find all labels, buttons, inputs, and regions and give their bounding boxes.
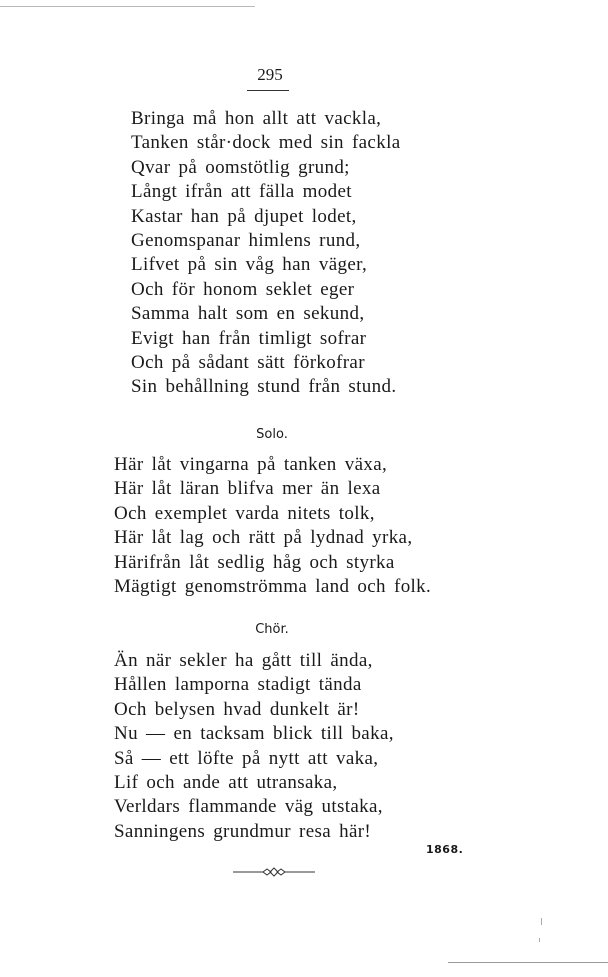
stanza-2 bbox=[114, 453, 431, 599]
scan-mark bbox=[539, 938, 540, 942]
verse-line: Genomspanar himlens rund, bbox=[131, 230, 361, 252]
verse-line: Kastar han på djupet lodet, bbox=[131, 205, 357, 227]
verse-line: Hållen lamporna stadigt tända bbox=[114, 674, 362, 696]
stanza-1 bbox=[131, 107, 400, 400]
verse-line: Sin behållning stund från stund. bbox=[131, 376, 397, 398]
verse-line: Bringa må hon allt att vackla, bbox=[131, 108, 382, 129]
verse-line: Qvar på oomstötlig grund; bbox=[131, 156, 350, 178]
section-heading-chor: Chör. bbox=[255, 622, 289, 637]
verse-line: Här låt lag och rätt på lydnad yrka, bbox=[114, 527, 413, 549]
verse-line: Evigt han från timligt sofrar bbox=[131, 327, 367, 349]
verse-line: Lifvet på sin våg han väger, bbox=[131, 254, 368, 276]
page-number: 295 bbox=[257, 65, 283, 84]
scan-edge-bottom bbox=[448, 962, 608, 963]
verse-line: Än när sekler ha gått till ända, bbox=[114, 650, 373, 671]
verse-line: Och belysen hvad dunkelt är! bbox=[114, 698, 360, 720]
year-signature: 1868. bbox=[426, 843, 464, 856]
scan-edge-top bbox=[0, 6, 255, 7]
page-number-rule bbox=[247, 90, 289, 91]
verse-line: Och på sådant sätt förkofrar bbox=[131, 352, 365, 374]
verse-line: Lif och ande att utransaka, bbox=[114, 772, 338, 794]
verse-line: Och exemplet varda nitets tolk, bbox=[114, 502, 375, 524]
section-heading-solo: Solo. bbox=[256, 427, 288, 442]
diamond-rule-ornament bbox=[233, 866, 315, 878]
stanza-3 bbox=[114, 649, 394, 844]
verse-line: Mägtigt genomströmma land och folk. bbox=[114, 576, 432, 598]
verse-line: Här låt läran blifva mer än lexa bbox=[114, 478, 381, 500]
verse-line: Och för honom seklet eger bbox=[131, 278, 355, 300]
verse-line: Långt ifrån att fälla modet bbox=[131, 181, 352, 203]
verse-line: Tanken står·dock med sin fackla bbox=[131, 132, 401, 154]
verse-line: Här låt vingarna på tanken växa, bbox=[114, 454, 388, 475]
verse-line: Verldars flammande väg utstaka, bbox=[114, 796, 383, 818]
scan-mark bbox=[541, 918, 542, 925]
verse-line: Sanningens grundmur resa här! bbox=[114, 820, 372, 842]
verse-line: Så — ett löfte på nytt att vaka, bbox=[114, 747, 379, 769]
verse-line: Nu — en tacksam blick till baka, bbox=[114, 723, 394, 745]
verse-line: Härifrån låt sedlig håg och styrka bbox=[114, 551, 395, 573]
verse-line: Samma halt som en sekund, bbox=[131, 303, 365, 325]
